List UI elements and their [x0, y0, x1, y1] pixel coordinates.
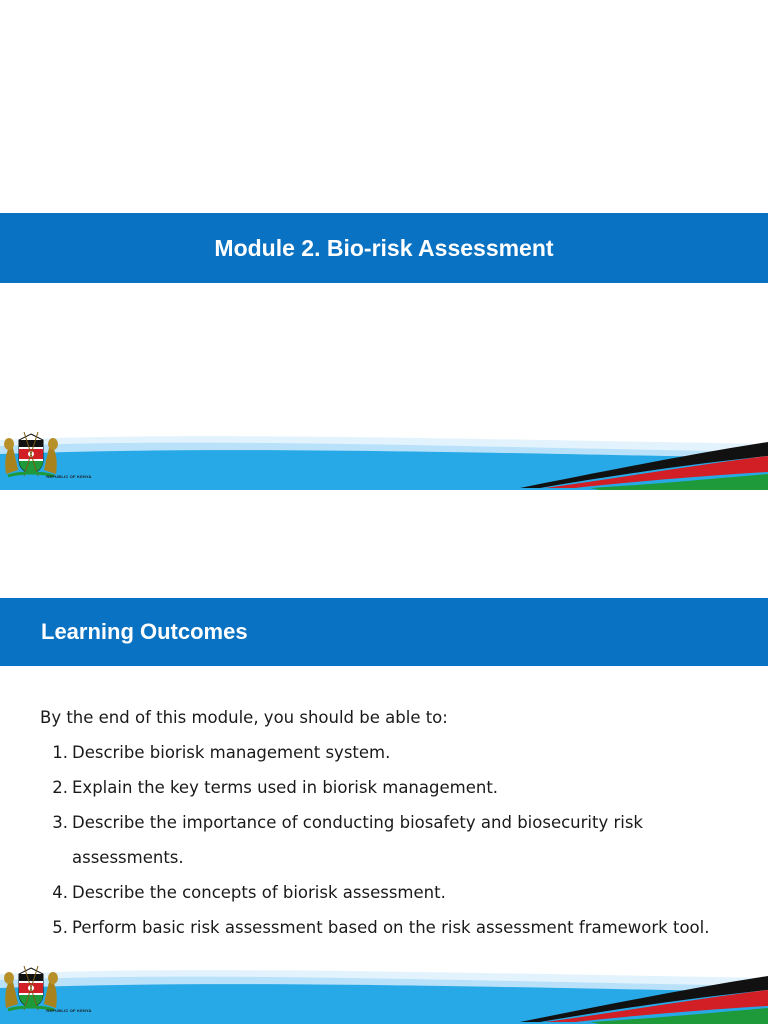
slide-1 — [0, 0, 768, 490]
emblem-caption: REPUBLIC OF KENYA — [46, 474, 92, 479]
slide-2-footer — [0, 964, 768, 1024]
list-item — [40, 805, 740, 875]
kenya-coat-of-arms-icon — [0, 964, 62, 1012]
slide-1-title-band — [0, 213, 768, 283]
emblem-caption: REPUBLIC OF KENYA — [46, 1008, 92, 1013]
list-item-text: Describe biorisk management system. — [72, 743, 391, 762]
list-item-text: Describe the importance of conducting biosafety and biosecurity risk assessments. — [72, 813, 643, 867]
list-item-text: Describe the concepts of biorisk assessment. — [72, 883, 446, 902]
slide-1-title: Module 2. Bio-risk Assessment — [214, 234, 554, 261]
outcomes-list — [40, 735, 740, 945]
intro-text: By the end of this module, you should be able to: — [40, 708, 448, 727]
list-item — [40, 875, 740, 910]
slide-2 — [0, 512, 768, 1024]
list-item-text: Perform basic risk assessment based on the risk assessment framework tool. — [72, 918, 710, 937]
slide-2-content — [40, 700, 740, 945]
list-item-number: 4. — [52, 883, 68, 902]
footer-wave-graphic — [0, 964, 768, 1024]
kenya-coat-of-arms-icon — [0, 430, 62, 478]
list-item — [40, 910, 740, 945]
list-item-number: 2. — [52, 778, 68, 797]
list-item-number: 5. — [52, 918, 68, 937]
list-item — [40, 735, 740, 770]
list-item-number: 3. — [52, 813, 68, 832]
slide-2-title: Learning Outcomes — [41, 619, 248, 644]
slide-2-title-band — [0, 598, 768, 666]
slide-separator — [0, 490, 768, 512]
list-item — [40, 770, 740, 805]
slide-1-footer — [0, 430, 768, 490]
list-item-number: 1. — [52, 743, 68, 762]
list-item-text: Explain the key terms used in biorisk management. — [72, 778, 499, 797]
footer-wave-graphic — [0, 430, 768, 490]
